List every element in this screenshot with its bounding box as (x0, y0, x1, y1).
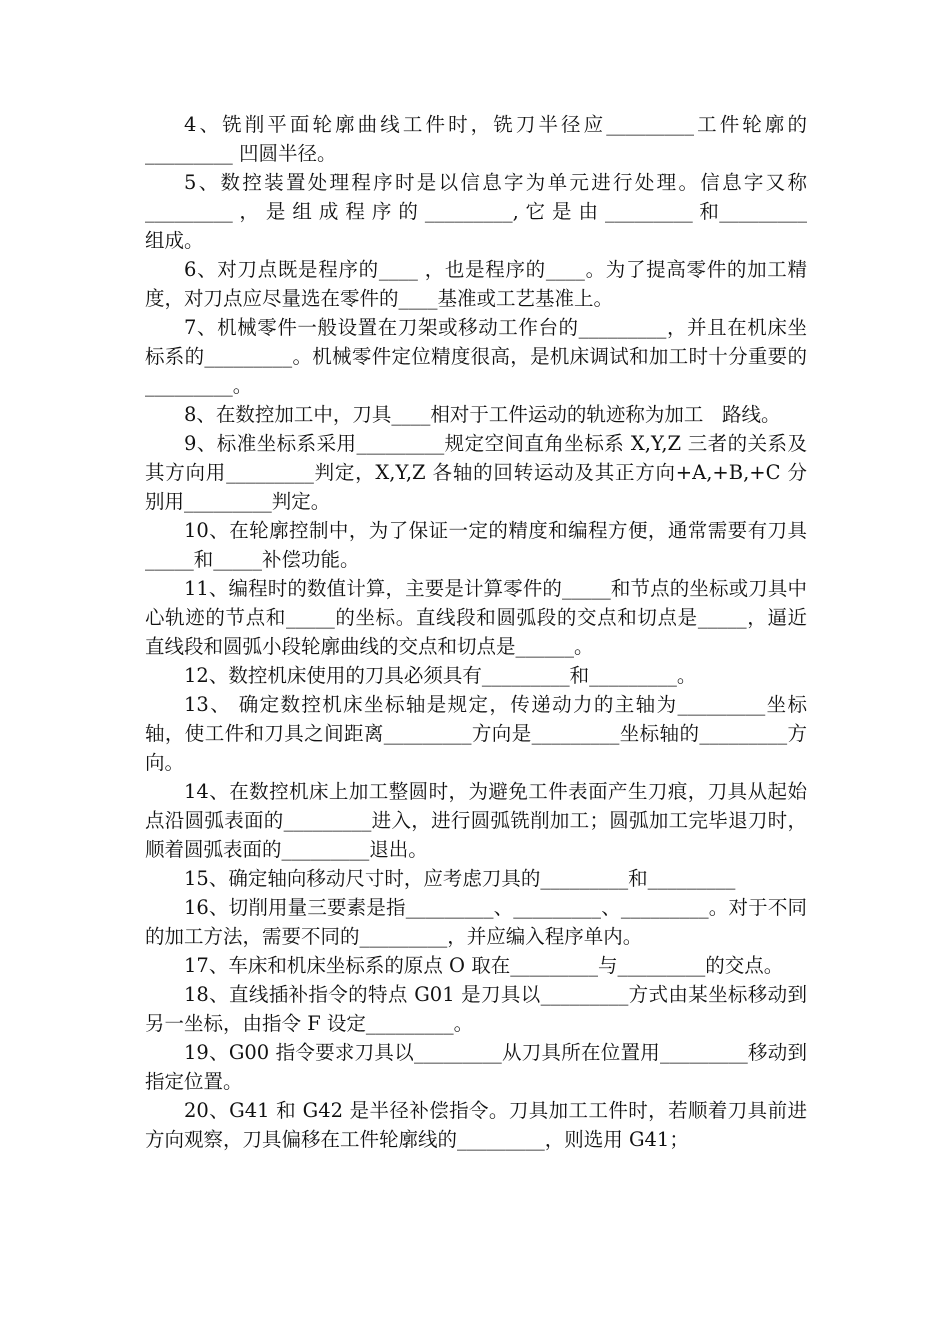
question-16: 16、切削用量三要素是指_________、_________、_________。对于不同的加工方法，需要不同的_________，并应编入程序单内。 (145, 896, 807, 948)
question-12: 12、数控机床使用的刀具必须具有_________和_________。 (184, 664, 697, 687)
question-13: 13、 确定数控机床坐标轴是规定，传递动力的主轴为_________坐标轴，使工件和刀具之间距离_________方向是_________坐标轴的_________方向。 (145, 693, 807, 774)
question-20: 20、G41 和 G42 是半径补偿指令。刀具加工工件时，若顺着刀具前进方向观察，刀具偏移在工件轮廓线的_________，则选用 G41； (145, 1099, 807, 1151)
question-11: 11、编程时的数值计算，主要是计算零件的_____和节点的坐标或刀具中心轨迹的节点和_____的坐标。直线段和圆弧段的交点和切点是_____，逼近直线段和圆弧小段轮廓曲线的交点和切点是______。 (145, 577, 807, 658)
question-7: 7、机械零件一般设置在刀架或移动工作台的_________，并且在机床坐标系的_________。机械零件定位精度很高，是机床调试和加工时十分重要的_________。 (145, 316, 807, 397)
question-6: 6、对刀点既是程序的____ ，也是程序的____。为了提高零件的加工精度，对刀点应尽量选在零件的____基准或工艺基准上。 (145, 258, 807, 310)
question-19: 19、G00 指令要求刀具以_________从刀具所在位置用_________移动到指定位置。 (145, 1041, 807, 1093)
question-9: 9、标准坐标系采用_________规定空间直角坐标系 X,Y,Z 三者的关系及其方向用_________判定，X,Y,Z 各轴的回转运动及其正方向+A,+B,+C 分别用_________判定。 (145, 432, 807, 513)
question-8: 8、在数控加工中，刀具____相对于工件运动的轨迹称为加工 路线。 (184, 403, 781, 426)
question-18: 18、直线插补指令的特点 G01 是刀具以_________方式由某坐标移动到另一坐标，由指令 F 设定_________。 (145, 983, 807, 1035)
question-15: 15、确定轴向移动尺寸时，应考虑刀具的_________和_________ (184, 867, 736, 890)
question-14: 14、在数控机床上加工整圆时，为避免工件表面产生刀痕，刀具从起始点沿圆弧表面的_________进入，进行圆弧铣削加工；圆弧加工完毕退刀时，顺着圆弧表面的_________退出。 (145, 780, 807, 861)
question-4: 4、铣削平面轮廓曲线工件时，铣刀半径应_________工件轮廓的_________ 凹圆半径。 (145, 113, 807, 165)
question-5: 5、数控装置处理程序时是以信息字为单元进行处理。信息字又称 _________ ， 是 组 成 程 序 的 _________, 它 是 由 _________ 和_________组成。 (145, 171, 814, 252)
document-page (145, 110, 814, 1154)
question-17: 17、车床和机床坐标系的原点 O 取在_________与_________的交点。 (184, 954, 784, 977)
question-10: 10、在轮廓控制中，为了保证一定的精度和编程方便，通常需要有刀具_____和_____补偿功能。 (145, 519, 807, 571)
